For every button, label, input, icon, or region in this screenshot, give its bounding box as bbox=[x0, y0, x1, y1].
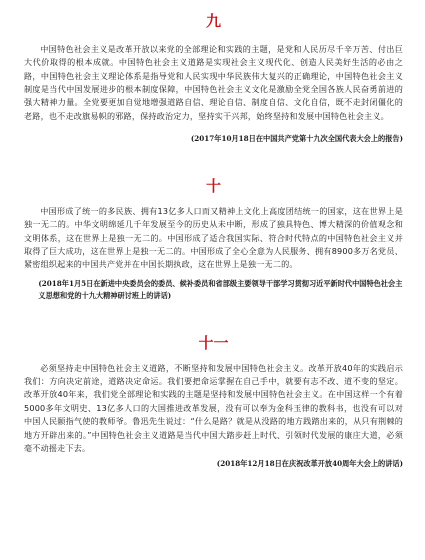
section-body: 中国特色社会主义是改革开放以来党的全部理论和实践的主题，是党和人民历尽千辛万苦、付出巨大代价取得的根本成就。中国特色社会主义道路是实现社会主义现代化、创造人民美好生活的必由之路，中国特色社会主义理论体系是指导党和人民实现中华民族伟大复兴的正确理论，中国特色社会主义制度是当代中国发展进步的根本制度保障，中国特色社会主义文化是激励全党全国各族人民奋勇前进的强大精神力量。全党要更加自觉地增强道路自信、理论自信、制度自信、文化自信，既不走封闭僵化的老路，也不走改旗易帜的邪路，保持政治定力，坚持实干兴邦，始终坚持和发展中国特色社会主义。 bbox=[24, 44, 403, 121]
section-body: 中国形成了统一的多民族、拥有13亿多人口而又精神上文化上高度团结统一的国家，这在世界上是独一无二的。中华文明绵延几千年发展至今的历史从未中断，形成了独具特色、博大精深的价值观念和文明体系，这在世界上是独一无二的。中国形成了适合我国实际、符合时代特点的中国特色社会主义并取得了巨大成功，这在世界上是独一无二的。中国形成了全心全意为人民服务、拥有8900多万名党员、紧密组织起来的中国共产党并在中国长期执政，这在世界上是独一无二的。 bbox=[24, 206, 403, 270]
section-source-citation: (2018年1月5日在新进中央委员会的委员、候补委员和省部级主要领导干部学习贯彻习近平新时代中国特色社会主义思想和党的十九大精神研讨班上的讲话) bbox=[38, 278, 403, 300]
section-heading: 十 bbox=[205, 177, 221, 196]
section-heading: 九 bbox=[205, 12, 221, 30]
section-source-citation: (2017年10月18日在中国共产党第十九次全国代表大会上的报告) bbox=[190, 134, 403, 144]
section-9 bbox=[24, 0, 403, 145]
section-heading: 十一 bbox=[198, 333, 229, 352]
section-11 bbox=[24, 334, 403, 470]
section-body: 必须坚持走中国特色社会主义道路，不断坚持和发展中国特色社会主义。改革开放40年的实践启示我们：方向决定前途，道路决定命运。我们要把命运掌握在自己手中，就要有志不改、道不变的坚定。改革开放40年来，我们党全部理论和实践的主题是坚持和发展中国特色社会主义。在中国这样一个有着5000多年文明史、13亿多人口的大国推进改革发展，没有可以奉为金科玉律的教科书，也没有可以对中国人民颐指气使的教师爷。鲁迅先生说过：“什么是路？就是从没路的地方践踏出来的，从只有荆棘的地方开辟出来的。”中国特色社会主义道路是当代中国大踏步赶上时代、引领时代发展的康庄大道，必须毫不动摇走下去。 bbox=[24, 362, 403, 453]
section-source-citation: (2018年12月18日在庆祝改革开放40周年大会上的讲话) bbox=[216, 459, 403, 469]
section-10 bbox=[24, 177, 403, 302]
